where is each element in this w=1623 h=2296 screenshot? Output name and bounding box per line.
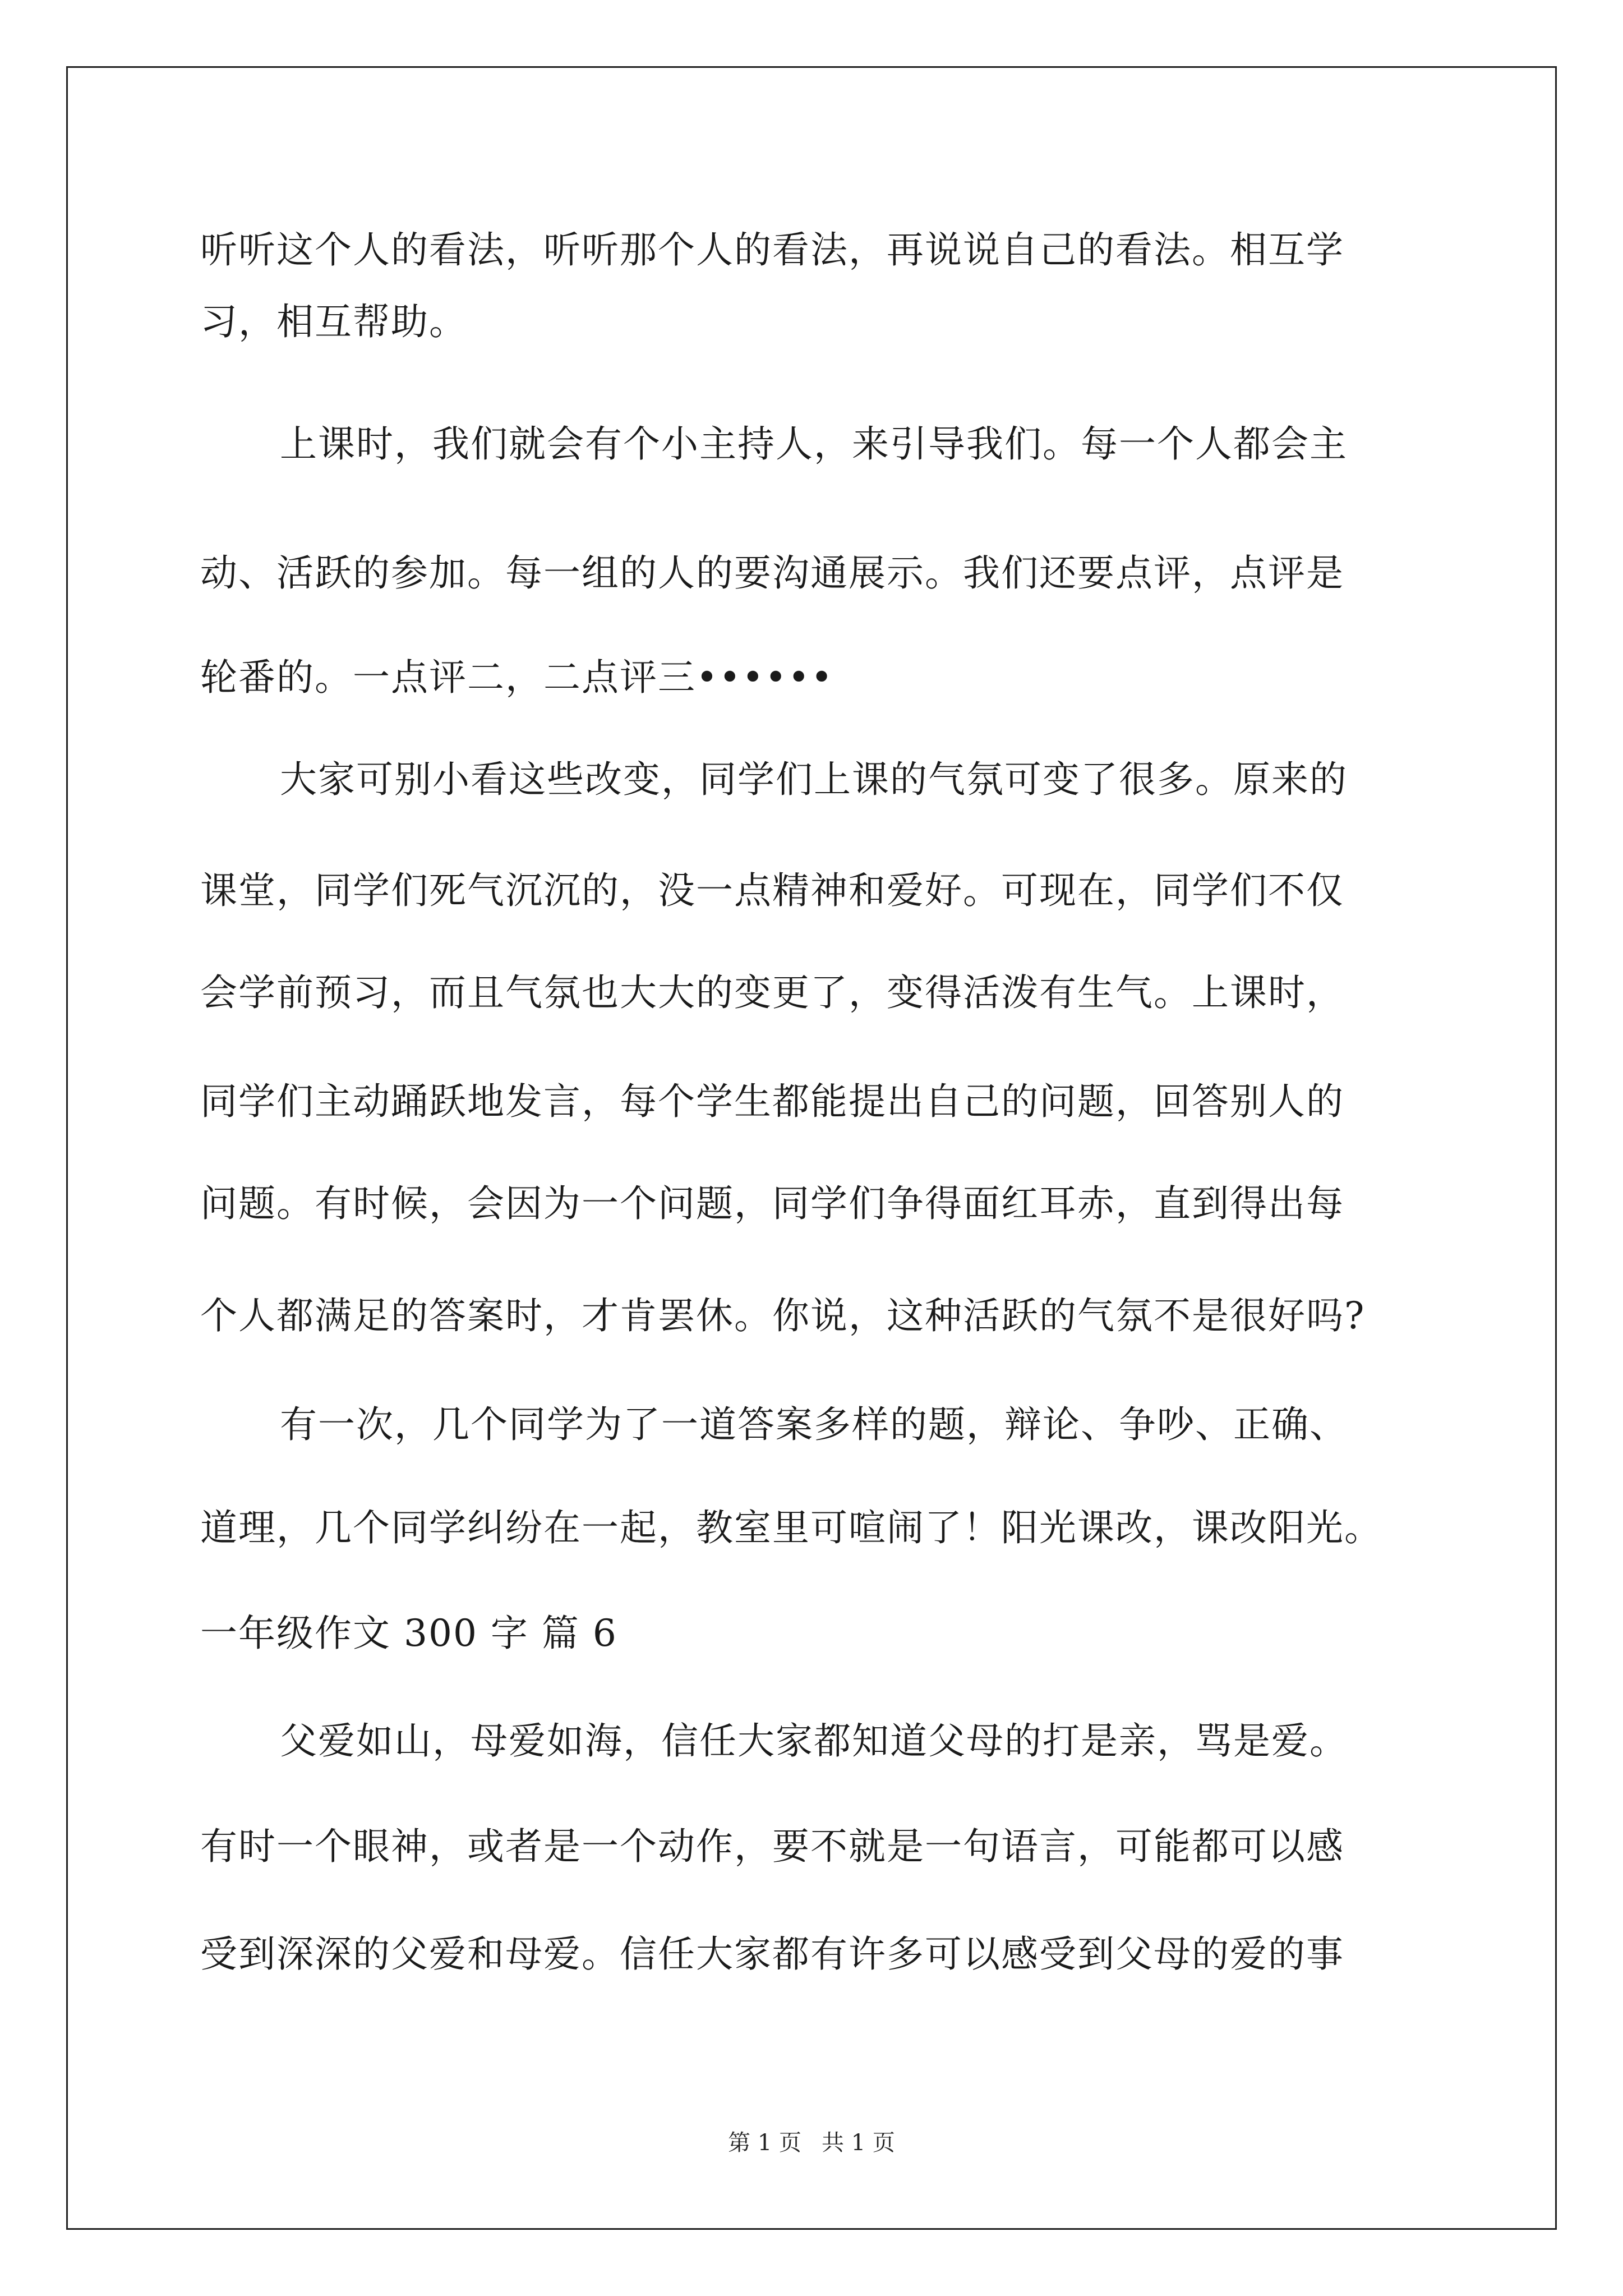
text-line: 个人都满足的答案时，才肯罢休。你说，这种活跃的气氛不是很好吗? <box>200 1294 1366 1337</box>
text-line: 会学前预习，而且气氛也大大的变更了，变得活泼有生气。上课时， <box>200 971 1344 1014</box>
text-line: 同学们主动踊跃地发言，每个学生都能提出自己的问题，回答别人的 <box>200 1080 1344 1123</box>
page-number: 第 1 页 <box>728 2130 801 2156</box>
text-line: 大家可别小看这些改变，同学们上课的气氛可变了很多。原来的 <box>280 758 1348 801</box>
text-line: 动、活跃的参加。每一组的人的要沟通展示。我们还要点评，点评是 <box>200 551 1344 595</box>
text-line: 上课时，我们就会有个小主持人，来引导我们。每一个人都会主 <box>280 422 1348 466</box>
text-line: 听听这个人的看法，听听那个人的看法，再说说自己的看法。相互学 <box>200 228 1344 272</box>
text-line: 有时一个眼神，或者是一个动作，要不就是一句语言，可能都可以感 <box>200 1825 1344 1868</box>
text-line: 道理，几个同学纠纷在一起，教室里可喧闹了！阳光课改，课改阳光。 <box>200 1506 1382 1549</box>
text-line: 受到深深的父爱和母爱。信任大家都有许多可以感受到父母的爱的事 <box>200 1932 1344 1976</box>
text-line: 轮番的。一点评二，二点评三•••••• <box>200 656 834 699</box>
text-line: 习，相互帮助。 <box>200 300 467 343</box>
text-line: 问题。有时候，会因为一个问题，同学们争得面红耳赤，直到得出每 <box>200 1182 1344 1225</box>
text-line: 课堂，同学们死气沉沉的，没一点精神和爱好。可现在，同学们不仅 <box>200 869 1344 912</box>
section-heading: 一年级作文 300 字 篇 6 <box>200 1612 617 1655</box>
text-line: 有一次，几个同学为了一道答案多样的题，辩论、争吵、正确、 <box>280 1403 1348 1446</box>
page-border <box>66 66 1557 2230</box>
text-line: 父爱如山，母爱如海，信任大家都知道父母的打是亲，骂是爱。 <box>280 1719 1348 1763</box>
page-count: 共 1 页 <box>822 2130 895 2156</box>
page-footer <box>0 2129 1623 2157</box>
